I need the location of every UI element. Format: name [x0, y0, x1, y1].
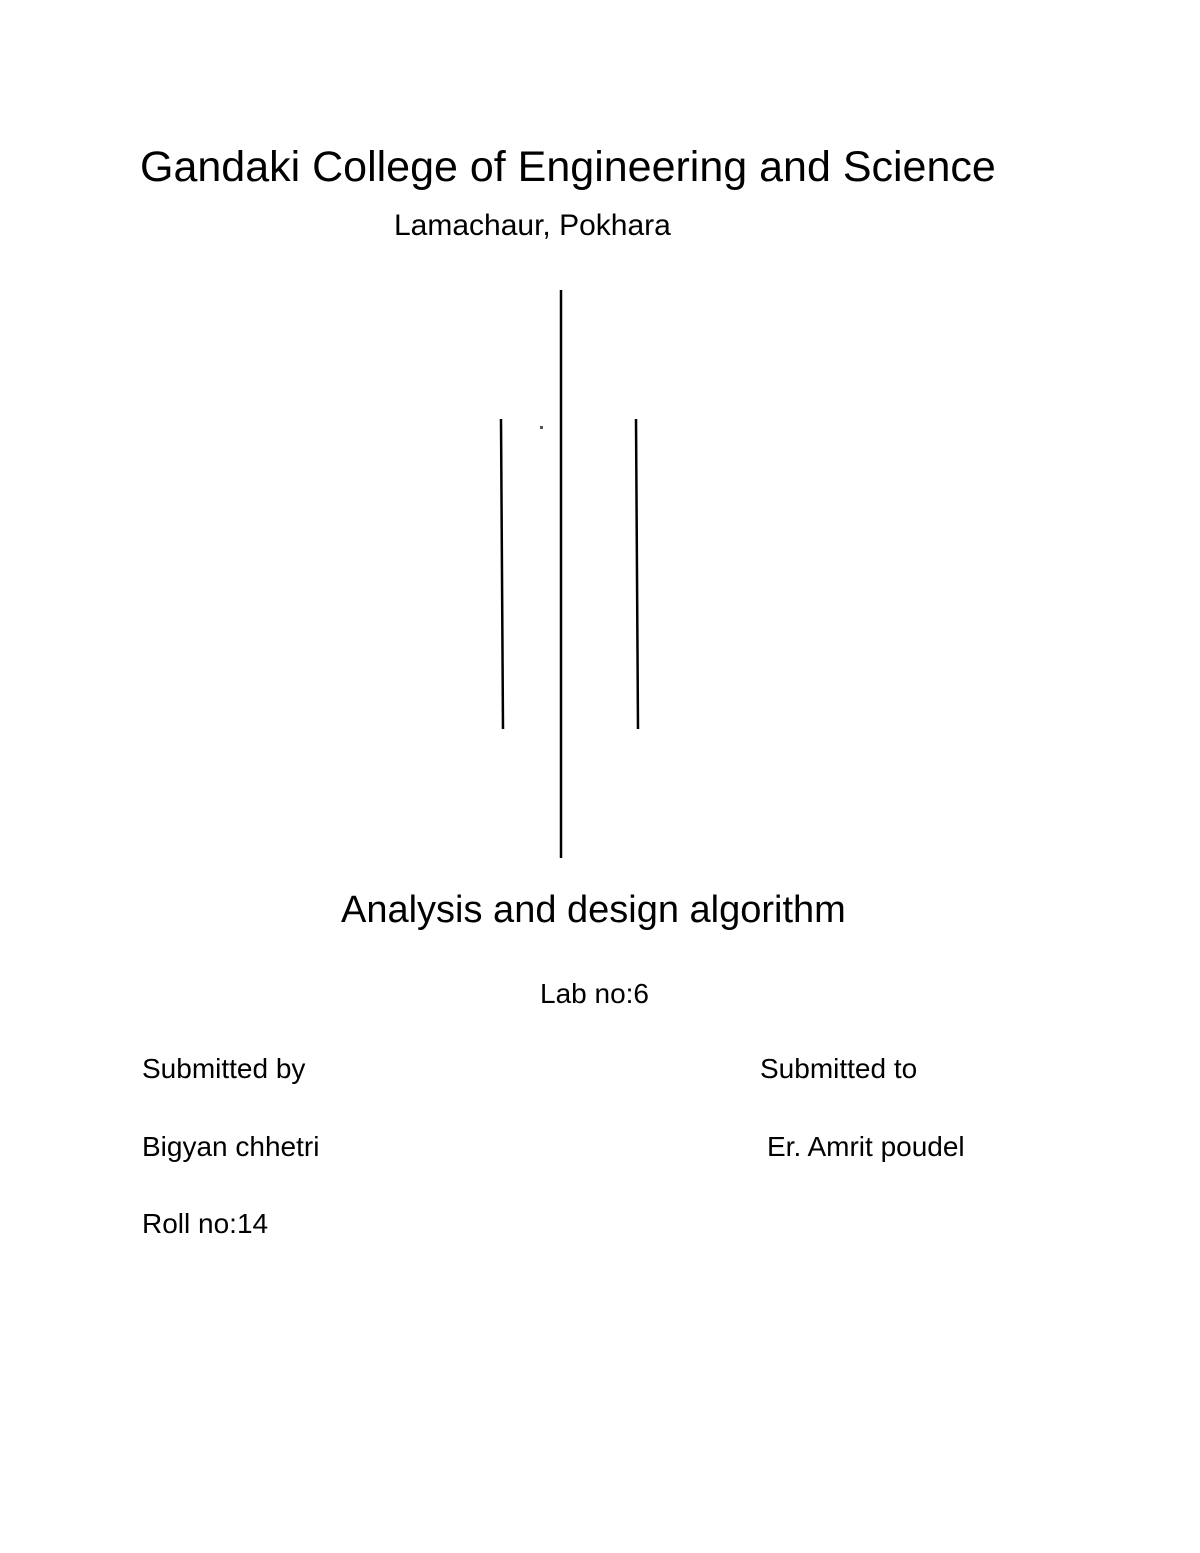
right-vertical-line: [636, 419, 638, 729]
three-vertical-lines-icon: [480, 280, 660, 870]
submitted-by-label: Submitted by: [142, 1053, 306, 1084]
subject-title: Analysis and design algorithm: [341, 889, 846, 931]
submitted-to-label: Submitted to: [760, 1053, 918, 1084]
teacher-name: Er. Amrit poudel: [767, 1131, 965, 1162]
small-dot: [540, 426, 543, 429]
college-location: Lamachaur, Pokhara: [394, 209, 671, 242]
left-vertical-line: [501, 419, 503, 729]
college-name: Gandaki College of Engineering and Science: [140, 143, 996, 191]
roll-number: Roll no:14: [142, 1208, 269, 1239]
lab-number: Lab no:6: [540, 978, 649, 1009]
student-name: Bigyan chhetri: [142, 1131, 320, 1162]
